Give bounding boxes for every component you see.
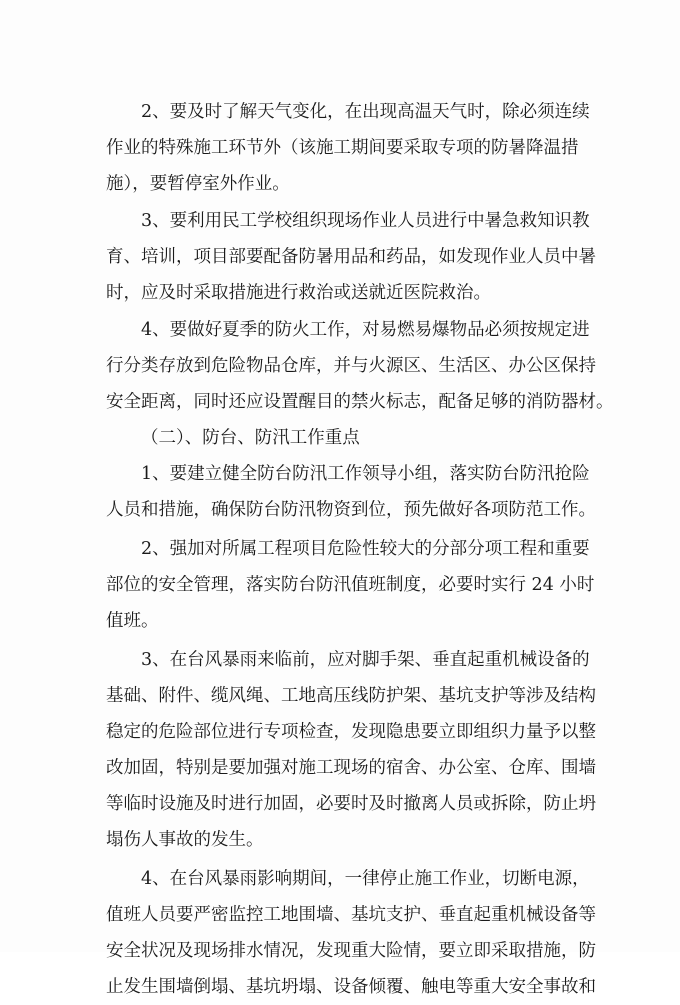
paragraph-duty xyxy=(106,861,596,1005)
text-line: 3、在台风暴雨来临前，应对脚手架、垂直起重机械设备的 xyxy=(141,650,590,670)
section-heading xyxy=(106,420,574,456)
text-line: 塌伤人事故的发生。 xyxy=(106,830,264,850)
text-line: 3、要利用民工学校组织现场作业人员进行中暑急救知识教 xyxy=(141,211,590,231)
text-line: 值班人员要严密监控工地围墙、基坑支护、垂直起重机械设备等 xyxy=(106,905,596,925)
text-line: 作业的特殊施工环节外（该施工期间要采取专项的防暑降温措 xyxy=(106,138,579,158)
text-line: 2、要及时了解天气变化，在出现高温天气时，除必须连续 xyxy=(141,102,590,122)
paragraph-training xyxy=(106,203,596,311)
paragraph-weather xyxy=(106,94,590,202)
text-line: 止发生围墙倒塌、基坑坍塌、设备倾覆、触电等重大安全事故和 xyxy=(106,977,596,997)
text-line: 部位的安全管理，落实防台防汛值班制度，必要时实行 24 小时 xyxy=(106,575,595,595)
text-line: 4、在台风暴雨影响期间，一律停止施工作业，切断电源， xyxy=(141,869,590,889)
text-line: 改加固，特别是要加强对施工现场的宿舍、办公室、仓库、围墙 xyxy=(106,758,596,778)
text-line: 时，应及时采取措施进行救治或送就近医院救治。 xyxy=(106,283,491,303)
text-line: 值班。 xyxy=(106,611,159,631)
text-line: 行分类存放到危险物品仓库，并与火源区、生活区、办公区保持 xyxy=(106,356,596,376)
text-line: 4、要做好夏季的防火工作，对易燃易爆物品必须按规定进 xyxy=(141,320,590,340)
text-line: 施），要暂停室外作业。 xyxy=(106,174,290,194)
text-line: 等临时设施及时进行加固，必要时及时撤离人员或拆除，防止坍 xyxy=(106,794,596,814)
paragraph-inspection xyxy=(106,642,596,858)
text-line: 1、要建立健全防台防汛工作领导小组，落实防台防汛抢险 xyxy=(141,464,590,484)
text-line: 安全距离，同时还应设置醒目的禁火标志，配备足够的消防器材。 xyxy=(106,392,614,412)
text-line: 育、培训，项目部要配备防暑用品和药品，如发现作业人员中暑 xyxy=(106,247,596,267)
paragraph-fire-prevention xyxy=(106,312,614,420)
text-line: 2、强加对所属工程项目危险性较大的分部分项工程和重要 xyxy=(141,539,590,559)
text-line: 稳定的危险部位进行专项检查，发现隐患要立即组织力量予以整 xyxy=(106,722,596,742)
text-line: 基础、附件、缆风绳、工地高压线防护架、基坑支护等涉及结构 xyxy=(106,686,596,706)
paragraph-leadership xyxy=(106,456,596,528)
text-line: 人员和措施，确保防台防汛物资到位，预先做好各项防范工作。 xyxy=(106,500,596,520)
section-title: （二）、防台、防汛工作重点 xyxy=(141,428,360,448)
paragraph-management xyxy=(106,531,595,639)
text-line: 安全状况及现场排水情况，发现重大险情，要立即采取措施，防 xyxy=(106,941,596,961)
